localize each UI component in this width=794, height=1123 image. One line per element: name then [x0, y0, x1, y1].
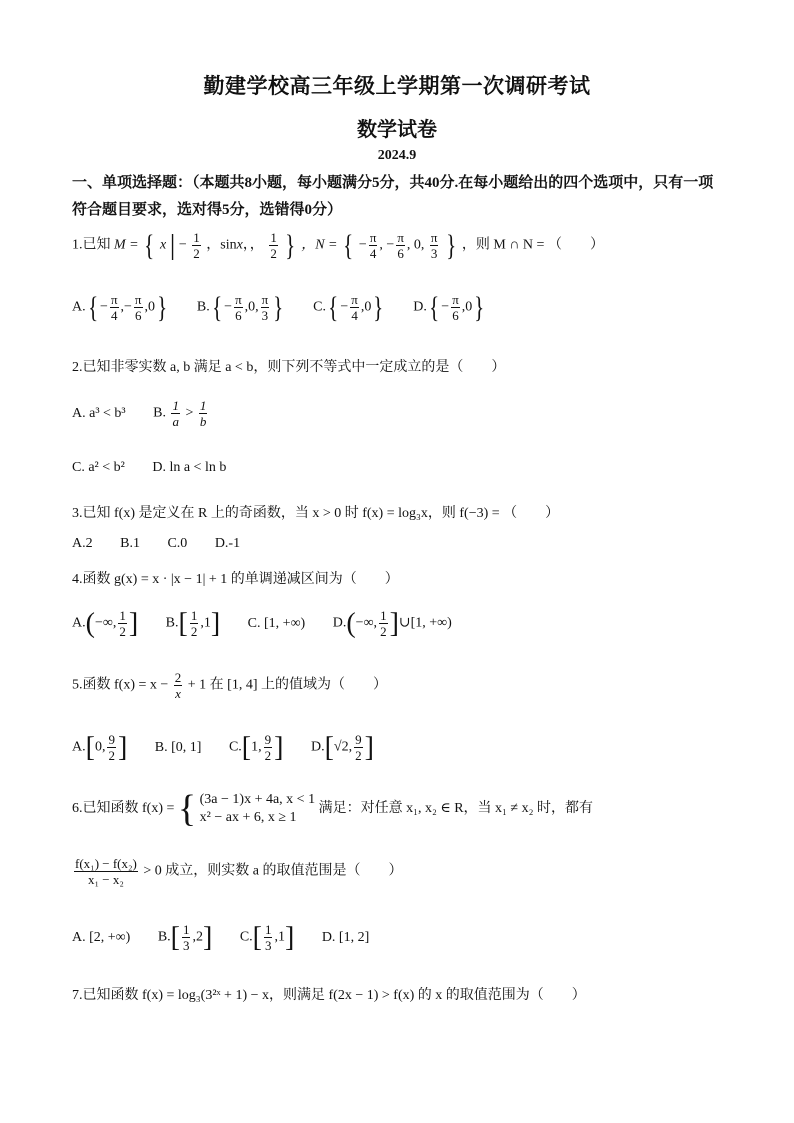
question-4-stem: 4.函数 g(x) = x · |x − 1| + 1 的单调递减区间为（ ）: [72, 572, 399, 587]
option-c[interactable]: C.0: [167, 536, 188, 551]
option-b[interactable]: B.[ $\frac{1}{3}$ ,2]: [157, 921, 213, 953]
option-d[interactable]: D.{ − $\frac{\pi}{6}$ ,0}: [413, 290, 485, 324]
question-1-options: [72, 292, 511, 323]
option-d[interactable]: D. [1, 2]: [321, 929, 370, 945]
exam-title: 勤建学校高三年级上学期第一次调研考试: [203, 74, 591, 98]
option-b[interactable]: B. $\frac{1}{a}$ > $\frac{1}{b}$: [153, 398, 207, 429]
question-4-options: [72, 608, 476, 639]
piecewise-cases: (3a − 1)x + 4a, x < 1 x² − ax + 6, x ≥ 1: [199, 792, 316, 825]
option-b[interactable]: B. [0, 1]: [154, 739, 202, 755]
right-brace-icon: }: [285, 228, 296, 262]
option-b[interactable]: B.1: [120, 536, 140, 551]
question-2-options-cd: [72, 460, 250, 476]
option-a[interactable]: A.(−∞, $\frac{1}{2}$ ]: [72, 607, 139, 639]
left-brace-icon: {: [177, 788, 197, 830]
question-7-stem: 7.已知函数 f(x) = log₃(3²ˣ + 1) − x，则满足 f(2x − 1) > f(x) 的 x 的取值范围为（ ）: [72, 988, 586, 1003]
question-6-options: [72, 922, 393, 953]
option-b[interactable]: B.[ $\frac{1}{2}$ ,1]: [165, 607, 221, 639]
option-c[interactable]: C. [1, +∞): [247, 615, 306, 631]
question-6-condition: $\frac{\text{f(x₁) − f(x₂)}}{\text{x₁ − x₂}}$ > 0 成立，则实数 a 的取值范围是（ ）: [75, 856, 403, 887]
option-a[interactable]: A. a³ < b³: [72, 405, 126, 421]
question-3-options: [72, 536, 264, 552]
question-5-options: [72, 732, 398, 763]
question-1-stem: 1.已知 M = { x | − $\frac{1}{2}$ ，sinx，， $\frac{1}{2}$ } ，N = { − $\frac{\pi}{4}$ , − $\frac{\pi}{6}$ , 0, $\frac{\pi}{3}$ } ，则 M ∩ N = （ ）: [72, 228, 604, 262]
option-c[interactable]: C.[ $\frac{1}{3}$ ,1]: [239, 921, 295, 953]
option-a[interactable]: A.{ − $\frac{\pi}{4}$ ,− $\frac{\pi}{6}$ ,0}: [72, 290, 168, 324]
option-a[interactable]: A. [2, +∞): [72, 929, 131, 945]
left-brace-icon: {: [144, 228, 155, 262]
option-b[interactable]: B.{ − $\frac{\pi}{6}$ ,0, $\frac{\pi}{3}$ }: [196, 290, 284, 324]
option-c[interactable]: C.[1, $\frac{9}{2}$ ]: [228, 731, 284, 763]
section-heading: 一、单项选择题：（本题共8小题，每小题满分5分，共40分.在每小题给出的四个选项中，只有一项符合题目要求，选对得5分，选错得0分）: [72, 175, 714, 218]
option-c[interactable]: C.{ − $\frac{\pi}{4}$ ,0}: [313, 290, 384, 324]
right-brace-icon: }: [446, 228, 457, 262]
option-d[interactable]: D.[√2, $\frac{9}{2}$ ]: [310, 731, 374, 763]
bar-icon: |: [169, 229, 176, 261]
question-2-options-ab: [72, 398, 233, 429]
fraction: $\frac{1}{2}$: [193, 230, 200, 261]
subject-title: 数学试卷: [357, 119, 437, 141]
question-2-stem: 2.已知非零实数 a, b 满足 a < b，则下列不等式中一定成立的是（ ）: [72, 360, 506, 375]
exam-date: 2024.9: [377, 148, 417, 163]
question-6-stem: 6.已知函数 f(x) = { (3a − 1)x + 4a, x < 1 x² − ax + 6, x ≥ 1 满足：对任意 x₁, x₂ ∈ R，当 x₁ ≠ x₂ 时，都有: [72, 788, 594, 830]
left-brace-icon: {: [343, 228, 354, 262]
option-a[interactable]: A.2: [72, 536, 93, 551]
option-d[interactable]: D.(−∞, $\frac{1}{2}$ ]∪[1, +∞): [332, 607, 452, 639]
fraction: $\frac{1}{2}$: [270, 230, 277, 261]
question-5-stem: 5.函数 f(x) = x − $\frac{2}{x}$ + 1 在 [1, 4] 上的值域为（ ）: [72, 670, 388, 701]
option-c[interactable]: C. a² < b²: [72, 460, 125, 475]
question-3-stem: 3.已知 f(x) 是定义在 R 上的奇函数，当 x > 0 时 f(x) = log₃x，则 f(−3) = （ ）: [72, 506, 560, 521]
option-d[interactable]: D.-1: [214, 536, 241, 551]
option-a[interactable]: A.[0, $\frac{9}{2}$ ]: [72, 731, 128, 763]
option-d[interactable]: D. ln a < ln b: [152, 460, 227, 475]
